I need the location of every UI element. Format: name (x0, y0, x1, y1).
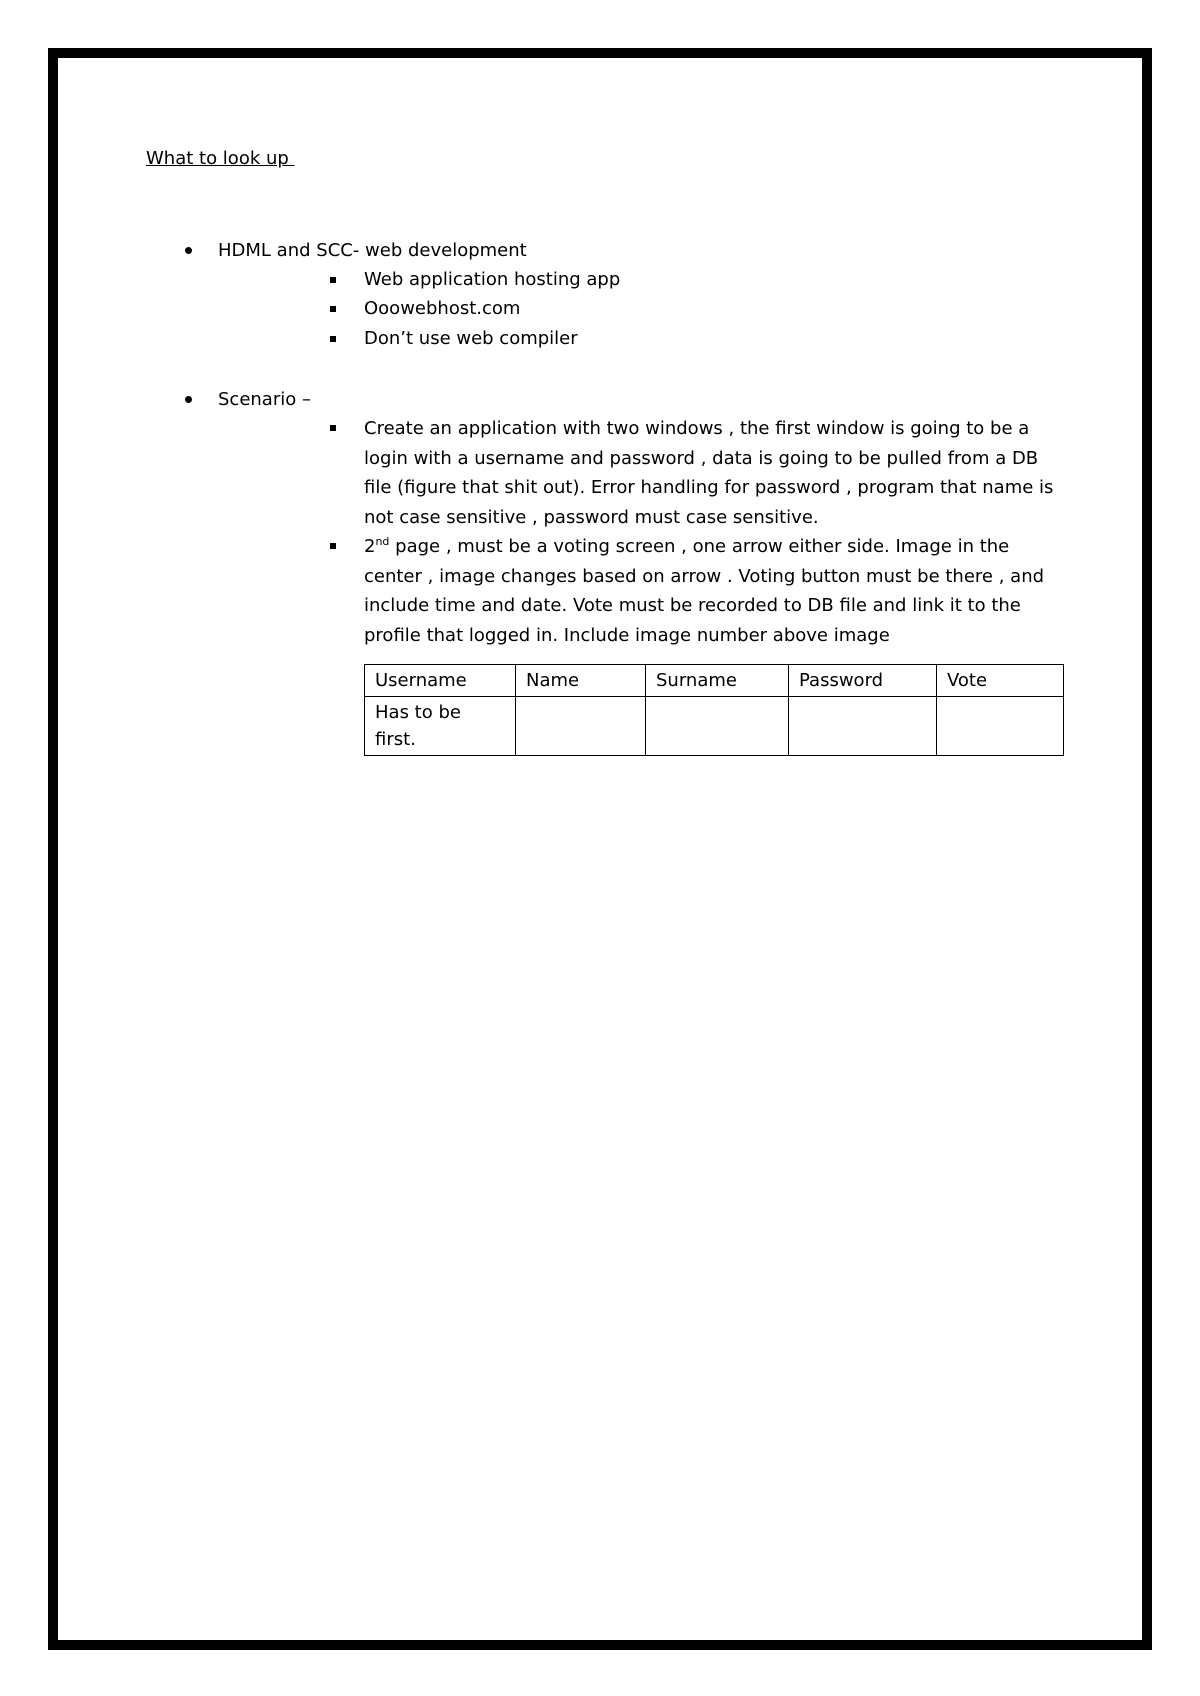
table-cell (646, 697, 789, 756)
database-table (364, 664, 1064, 756)
text-line-rest: page , must be a voting screen , one arrow either side. Image in the (389, 536, 1010, 557)
table-header-cell: Username (365, 665, 516, 697)
ordinal-number: 2 (364, 536, 376, 557)
section1-item: Web application hosting app (364, 269, 621, 290)
text-line (364, 532, 1064, 562)
table-cell (789, 697, 937, 756)
table-cell (937, 697, 1064, 756)
page-heading: What to look up (146, 148, 295, 169)
table-cell (516, 697, 646, 756)
text-line: include time and date. Vote must be recorded to DB file and link it to the (364, 595, 1021, 616)
square-bullet-icon (330, 425, 336, 431)
ordinal-suffix: nd (375, 535, 390, 548)
square-bullet-icon (330, 336, 336, 342)
cell-line: first. (375, 729, 416, 750)
section1-item: Don’t use web compiler (364, 328, 578, 349)
section1-item: Ooowebhost.com (364, 298, 521, 319)
bullet-icon (185, 396, 192, 403)
bullet-icon (185, 247, 192, 254)
text-line: file (figure that shit out). Error handling for password , program that name is (364, 477, 1054, 498)
table-row (365, 697, 1064, 756)
table-cell (365, 697, 516, 756)
square-bullet-icon (330, 277, 336, 283)
table-header-cell: Surname (646, 665, 789, 697)
table-header-cell: Name (516, 665, 646, 697)
square-bullet-icon (330, 306, 336, 312)
table-header-cell: Password (789, 665, 937, 697)
cell-line: Has to be (375, 702, 461, 723)
section2-label: Scenario – (218, 389, 311, 410)
square-bullet-icon (330, 543, 336, 549)
text-line: profile that logged in. Include image number above image (364, 624, 890, 646)
text-line: login with a username and password , data is going to be pulled from a DB (364, 447, 1039, 469)
table-header-cell: Vote (937, 665, 1064, 697)
table-header-row (365, 665, 1064, 697)
section2-item1 (364, 414, 1064, 532)
text-line: center , image changes based on arrow . Voting button must be there , and (364, 565, 1045, 587)
text-line: not case sensitive , password must case sensitive. (364, 506, 819, 528)
section1-label: HDML and SCC- web development (218, 240, 527, 261)
section2-item2 (364, 532, 1064, 650)
text-line: Create an application with two windows , the first window is going to be a (364, 418, 1030, 439)
